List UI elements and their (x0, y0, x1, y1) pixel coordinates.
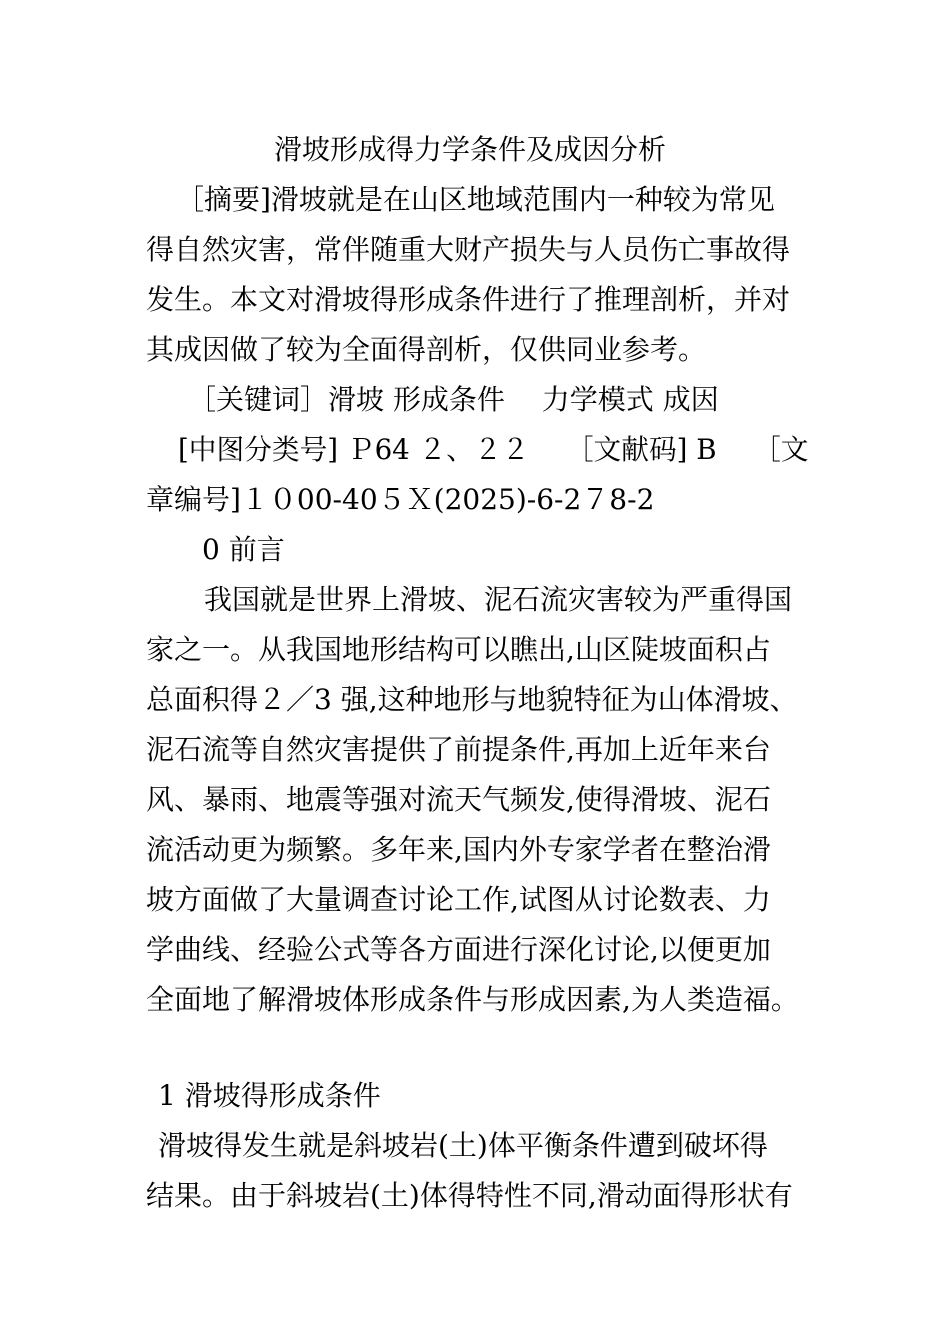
section-heading: 0 前言 (202, 533, 285, 566)
body-line: 结果。由于斜坡岩(土)体得特性不同,滑动面得形状有 (146, 1179, 793, 1212)
body-line: 坡方面做了大量调查讨论工作,试图从讨论数表、力 (146, 883, 771, 916)
body-line: 家之一。从我国地形结构可以瞧出,山区陡坡面积占 (146, 633, 771, 666)
body-line: 我国就是世界上滑坡、泥石流灾害较为严重得国 (204, 583, 793, 616)
body-line: 风、暴雨、地震等强对流天气频发,使得滑坡、泥石 (146, 783, 771, 816)
abstract-line: 其成因做了较为全面得剖析，仅供同业参考。 (146, 333, 707, 366)
body-line: 流活动更为频繁。多年来,国内外专家学者在整治滑 (146, 833, 771, 866)
abstract-line: ［摘要]滑坡就是在山区地域范围内一种较为常见 (176, 183, 775, 216)
body-line: 学曲线、经验公式等各方面进行深化讨论,以便更加 (146, 933, 771, 966)
body-line: 泥石流等自然灾害提供了前提条件,再加上近年来台 (146, 733, 771, 766)
section-heading: 1 滑坡得形成条件 (158, 1079, 381, 1112)
document-title: 滑坡形成得力学条件及成因分析 (274, 133, 667, 166)
keywords-line: ［关键词］滑坡 形成条件 力学模式 成因 (188, 383, 719, 416)
abstract-line: 发生。本文对滑坡得形成条件进行了推理剖析，并对 (146, 283, 791, 316)
abstract-line: 得自然灾害，常伴随重大财产损失与人员伤亡事故得 (146, 233, 791, 266)
body-line: 全面地了解滑坡体形成条件与形成因素,为人类造福。 (146, 983, 799, 1016)
body-line: 滑坡得发生就是斜坡岩(土)体平衡条件遭到破坏得 (158, 1129, 768, 1162)
classification-line: [中图分类号] Ｐ64 ２、２２ ［文献码] B ［文 (178, 433, 809, 466)
body-line: 总面积得２／3 强,这种地形与地貌特征为山体滑坡、 (146, 683, 798, 716)
classification-line: 章编号]１０00-40５Ｘ(2025)-6-2７8-2 (146, 483, 655, 516)
